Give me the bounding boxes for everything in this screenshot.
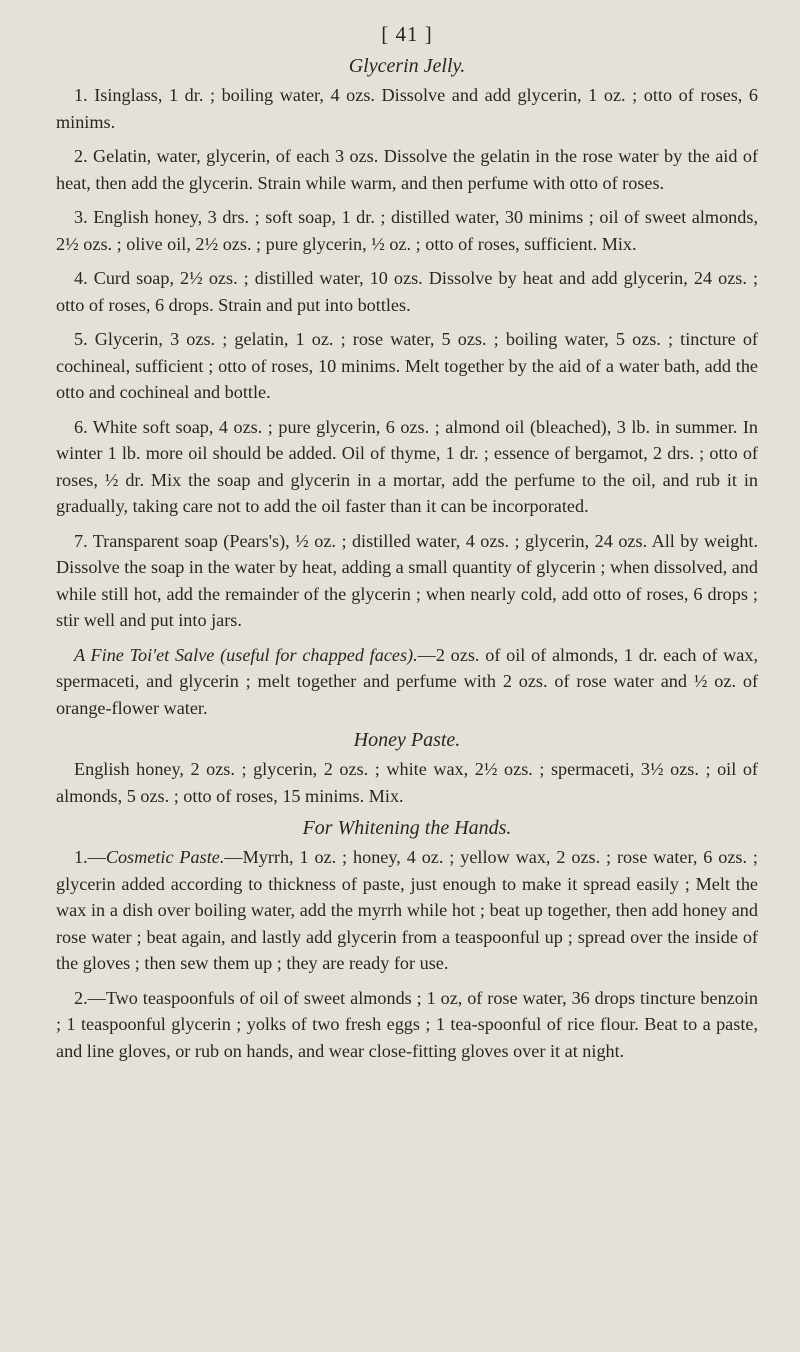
toilet-salve-text: —2 ozs. of oil of almonds, 1 dr. each of wax, spermaceti, and glycerin ; melt together and perfume with 2 ozs. of rose water and ½ oz. of orange-flower water.	[56, 644, 758, 718]
recipe-item: 2. Gelatin, water, glycerin, of each 3 ozs. Dissolve the gelatin in the rose water by the aid of heat, then add the glycerin. Strain while warm, and then perfume with otto of roses.	[56, 146, 758, 193]
recipe-item: 3. English honey, 3 drs. ; soft soap, 1 dr. ; distilled water, 30 minims ; oil of sweet almonds, 2½ ozs. ; olive oil, 2½ ozs. ; pure glycerin, ½ oz. ; otto of roses, sufficient. Mix.	[56, 207, 758, 254]
honey-paste-text: English honey, 2 ozs. ; glycerin, 2 ozs. ; white wax, 2½ ozs. ; spermaceti, 3½ ozs. ; oil of almonds, 5 ozs. ; otto of roses, 15 minims. Mix.	[56, 759, 758, 806]
section-heading-whitening-hands: For Whitening the Hands.	[302, 817, 512, 839]
recipe-item: 1. Isinglass, 1 dr. ; boiling water, 4 ozs. Dissolve and add glycerin, 1 oz. ; otto of roses, 6 minims.	[56, 85, 758, 132]
section-heading-honey-paste: Honey Paste.	[353, 729, 461, 751]
recipe-item: 6. White soft soap, 4 ozs. ; pure glycerin, 6 ozs. ; almond oil (bleached), 3 lb. in summer. In winter 1 lb. more oil should be added. Oil of thyme, 1 dr. ; essence of bergamot, 2 drs. ; otto of roses, ½ dr. Mix the soap and glycerin in a mortar, add the perfume to the oil, and rub it in gradually, taking care not to add the oil faster than it can be incorporated.	[56, 416, 758, 516]
cosmetic-paste-text: —Myrrh, 1 oz. ; honey, 4 oz. ; yellow wax, 2 ozs. ; rose water, 6 ozs. ; glycerin added according to thickness of paste, just enough to make it spread easily ; Melt the wax in a dish over boiling water, add the myrrh while hot ; beat up together, then add honey and rose water ; beat again, and lastly add glycerin from a teaspoonful up ; spread over the inside of the gloves ; then sew them up ; they are ready for use.	[56, 847, 758, 973]
section-heading-glycerin-jelly: Glycerin Jelly.	[348, 55, 466, 77]
cosmetic-paste-title: Cosmetic Paste.	[105, 847, 225, 867]
glove-recipe-paragraph: 2.—Two teaspoonfuls of oil of sweet almonds ; 1 oz, of rose water, 36 drops tincture benzoin ; 1 teaspoonful glycerin ; yolks of two fresh eggs ; 1 tea-spoonful of rice flour. Beat to a paste, and line gloves, or rub on hands, and wear close-fitting gloves over it at night.	[56, 987, 758, 1061]
page-number: [ 41 ]	[381, 22, 433, 46]
recipe-item: 5. Glycerin, 3 ozs. ; gelatin, 1 oz. ; rose water, 5 ozs. ; boiling water, 5 ozs. ; tincture of cochineal, sufficient ; otto of roses, 10 minims. Melt together by the aid of a water bath, add the otto and cochineal and bottle.	[56, 329, 758, 402]
item-number: 1.—	[74, 847, 106, 867]
recipe-item: 7. Transparent soap (Pears's), ½ oz. ; distilled water, 4 ozs. ; glycerin, 24 ozs. All by weight. Dissolve the soap in the water by heat, adding a small quantity of glycerin ; when dissolved, and while still hot, add the remainder of the glycerin ; when nearly cold, add otto of roses, 6 drops ; stir well and put into jars.	[56, 530, 758, 630]
toilet-salve-paragraph	[56, 642, 758, 722]
cosmetic-paste-paragraph	[56, 844, 758, 977]
toilet-salve-title: A Fine Toi'et Salve (useful for chapped faces).	[74, 644, 418, 665]
recipe-item: 4. Curd soap, 2½ ozs. ; distilled water, 10 ozs. Dissolve by heat and add glycerin, 24 ozs. ; otto of roses, 6 drops. Strain and put into bottles.	[56, 268, 758, 315]
